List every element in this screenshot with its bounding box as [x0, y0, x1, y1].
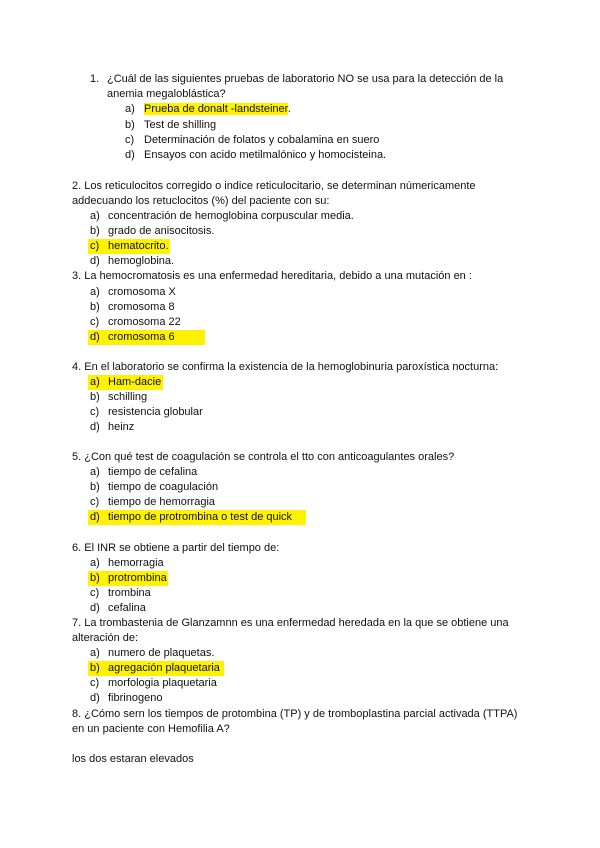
q2-option-d-label: d): [90, 255, 100, 267]
q3-option-a-label: a): [90, 286, 100, 298]
q5-option-c-label: c): [90, 496, 100, 508]
q2-stem-line2: addecuando los retuclocitos (%) del paciente con su:: [72, 195, 330, 207]
q4-option-d-label: d): [90, 421, 100, 433]
q5-option-a-label: a): [90, 466, 100, 478]
q5-option-a: [0, 465, 600, 480]
q3-option-a: [0, 285, 600, 300]
q5-option-d-label: d): [90, 511, 100, 523]
q3-option-b-text: cromosoma 8: [108, 301, 175, 313]
q2-option-a-label: a): [90, 210, 100, 222]
q5-option-b-label: b): [90, 481, 100, 493]
q7-option-d-label: d): [90, 692, 100, 704]
q6-option-a-label: a): [90, 557, 100, 569]
q6-option-b: [0, 571, 600, 586]
q4-option-d-text: heinz: [108, 421, 135, 433]
q6-option-b-label: b): [90, 572, 100, 584]
q3-option-c: [0, 315, 600, 330]
q7-option-b-text: agregación plaquetaria: [108, 662, 220, 674]
q7-option-c-text: morfologia plaquetaria: [108, 677, 217, 689]
q4-option-c-text: resistencia globular: [108, 406, 203, 418]
q7-stem-line1: 7. La trombastenia de Glanzamnn es una enfermedad heredada en la que se obtiene una: [72, 617, 509, 629]
q6-option-b-text: protrombina: [108, 572, 167, 584]
q7-option-d: [0, 691, 600, 706]
q6-option-c-text: trombina: [108, 587, 151, 599]
q3-option-d: [0, 330, 600, 345]
q4-stem-line1: 4. En el laboratorio se confirma la existencia de la hemoglobinuria paroxística nocturna:: [72, 361, 499, 373]
q3-stem-line1: 3. La hemocromatosis es una enfermedad hereditaria, debido a una mutación en :: [72, 270, 472, 282]
q7-stem-line2: alteración de:: [72, 632, 139, 644]
q6-option-d-text: cefalina: [108, 602, 146, 614]
q4-option-b-label: b): [90, 391, 100, 403]
q2-option-a: [0, 209, 600, 224]
q1-option-b-text: Test de shilling: [144, 119, 217, 131]
q6-option-a: [0, 556, 600, 571]
q6-option-c: [0, 586, 600, 601]
q5-option-b-text: tiempo de coagulación: [108, 481, 219, 493]
q4-option-c-label: c): [90, 406, 100, 418]
q2-option-c-text: hematocrito.: [108, 240, 169, 252]
q5-option-d: [0, 510, 600, 525]
q4-option-d: [0, 420, 600, 435]
q1-option-c: [0, 133, 600, 148]
q4-option-b: [0, 390, 600, 405]
q3-option-d-label: d): [90, 331, 100, 343]
q3-option-c-text: cromosoma 22: [108, 316, 181, 328]
q1-option-c-label: c): [125, 134, 135, 146]
q4-option-b-text: schilling: [108, 391, 148, 403]
q6-option-a-text: hemorragia: [108, 557, 164, 569]
q5-option-a-text: tiempo de cefalina: [108, 466, 198, 478]
q5-option-b: [0, 480, 600, 495]
q3-option-b-label: b): [90, 301, 100, 313]
q2-option-c-label: c): [90, 240, 100, 252]
q7-option-d-text: fibrinogeno: [108, 692, 163, 704]
q2-option-d: [0, 254, 600, 269]
q1-number: 1.: [90, 73, 100, 85]
q7-option-a-text: numero de plaquetas.: [108, 647, 215, 659]
q1-option-d: [0, 148, 600, 163]
q7-option-b: [0, 661, 600, 676]
q1-option-a-label: a): [125, 103, 135, 115]
q1-option-a-text: Prueba de donalt -landsteiner: [144, 103, 288, 115]
q1-option-b: [0, 118, 600, 133]
q2-option-b-label: b): [90, 225, 100, 237]
q4-option-a-label: a): [90, 376, 100, 388]
q4-option-a-text: Ham-dacie: [108, 376, 162, 388]
q5-stem-line1: 5. ¿Con qué test de coagulación se controla el tto con anticoagulantes orales?: [72, 451, 455, 463]
q1-option-d-text: Ensayos con acido metilmalónico y homocisteina.: [144, 149, 387, 161]
q5-option-d-text: tiempo de protrombina o test de quick: [108, 511, 293, 523]
q6-stem-line1: 6. El INR se obtiene a partir del tiempo de:: [72, 542, 280, 554]
q2-option-a-text: concentración de hemoglobina corpuscular media.: [108, 210, 354, 222]
q8-answer: los dos estaran elevados: [72, 753, 194, 765]
q7-option-b-label: b): [90, 662, 100, 674]
q8-stem-line1: 8. ¿Cómo sern los tiempos de protombina (TP) y de tromboplastina parcial activada (TTPA): [72, 708, 518, 720]
q3-option-b: [0, 300, 600, 315]
q1-option-d-label: d): [125, 149, 135, 161]
q1-stem-line2: anemia megaloblástica?: [107, 88, 226, 100]
q1-option-a-suffix: .: [287, 103, 291, 115]
q2-stem-line1: 2. Los reticulocitos corregido o indice reticulocitario, se determinan númericamente: [72, 180, 476, 192]
q1-stem-line1: ¿Cuál de las siguientes pruebas de laboratorio NO se usa para la detección de la: [107, 73, 504, 85]
q6-option-c-label: c): [90, 587, 100, 599]
q6-option-d: [0, 601, 600, 616]
q7-option-a: [0, 646, 600, 661]
q5-option-c: [0, 495, 600, 510]
q6-option-d-label: d): [90, 602, 100, 614]
q7-option-a-label: a): [90, 647, 100, 659]
q3-option-d-text: cromosoma 6: [108, 331, 175, 343]
q1-option-b-label: b): [125, 119, 135, 131]
q1-option-c-text: Determinación de folatos y cobalamina en suero: [144, 134, 380, 146]
q2-option-c: [0, 239, 600, 254]
q5-option-c-text: tiempo de hemorragia: [108, 496, 216, 508]
q3-option-a-text: cromosoma X: [108, 286, 176, 298]
q2-option-b: [0, 224, 600, 239]
q7-option-c-label: c): [90, 677, 100, 689]
q2-option-b-text: grado de anisocitosis.: [108, 225, 215, 237]
q2-option-d-text: hemoglobina.: [108, 255, 175, 267]
q8-stem-line2: en un paciente con Hemofilia A?: [72, 723, 230, 735]
q4-option-c: [0, 405, 600, 420]
q4-option-a: [0, 375, 600, 390]
q3-option-c-label: c): [90, 316, 100, 328]
q1-option-a: [0, 102, 600, 117]
q7-option-c: [0, 676, 600, 691]
